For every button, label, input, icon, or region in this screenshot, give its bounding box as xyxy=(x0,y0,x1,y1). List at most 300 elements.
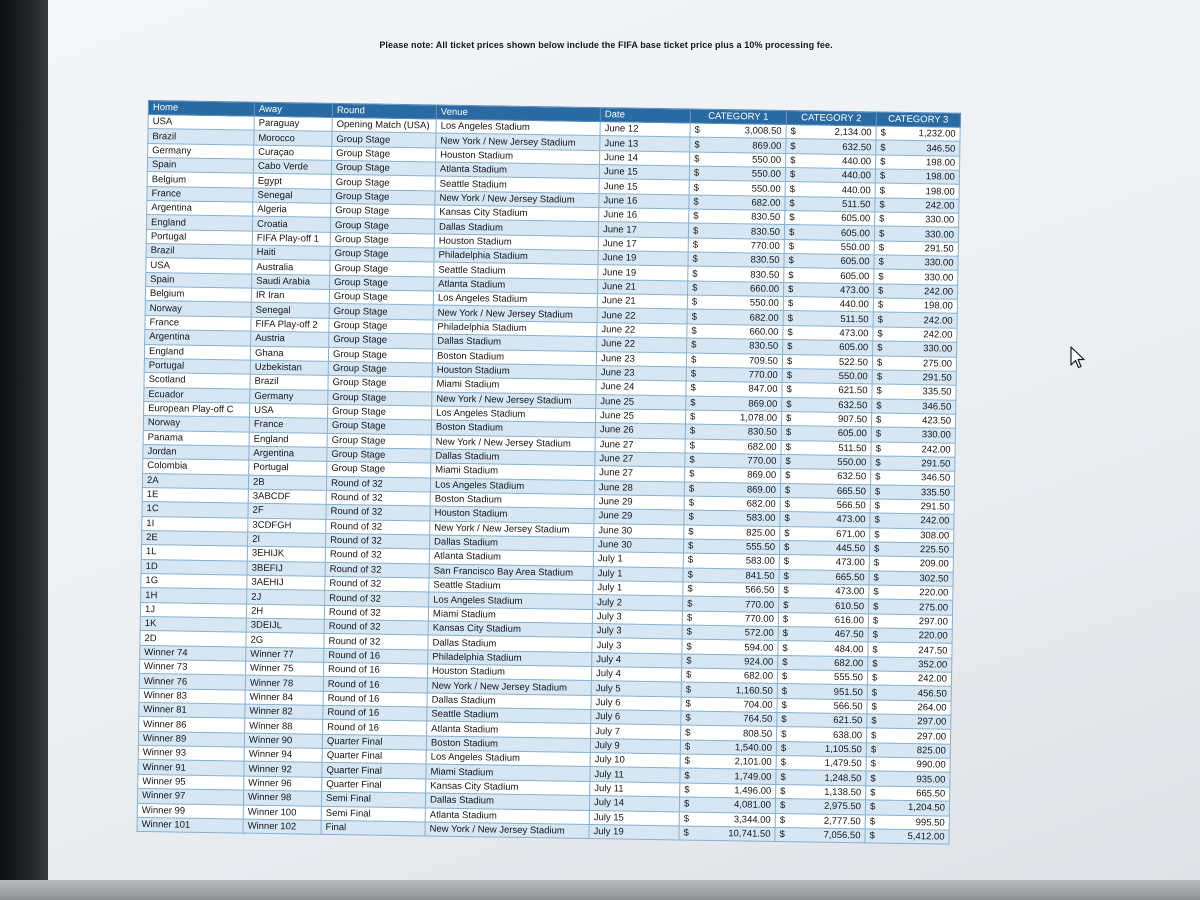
cell-category-3[interactable] xyxy=(874,241,958,257)
cell-round[interactable]: Group Stage xyxy=(331,160,435,176)
cell-category-2[interactable] xyxy=(777,670,867,686)
cell-date[interactable]: July 1 xyxy=(593,566,683,582)
cell-category-1[interactable] xyxy=(689,180,785,196)
cell-category-2[interactable] xyxy=(781,426,871,442)
cell-date[interactable]: July 6 xyxy=(591,695,681,711)
cell-category-3[interactable] xyxy=(865,829,949,845)
cell-home[interactable]: USA xyxy=(146,258,252,274)
cell-category-3[interactable] xyxy=(873,312,957,328)
cell-home[interactable]: Winner 81 xyxy=(139,703,245,719)
cell-category-1[interactable] xyxy=(690,137,786,153)
cell-home[interactable]: France xyxy=(147,186,253,202)
cell-venue[interactable]: Houston Stadium xyxy=(434,234,598,251)
cell-category-2[interactable] xyxy=(778,655,868,671)
cell-round[interactable]: Round of 16 xyxy=(323,691,427,707)
cell-category-1[interactable] xyxy=(689,209,785,225)
cell-date[interactable]: July 4 xyxy=(591,667,681,683)
cell-round[interactable]: Group Stage xyxy=(329,304,433,320)
cell-category-2[interactable] xyxy=(784,225,874,241)
cell-category-2[interactable] xyxy=(780,497,870,513)
cell-category-2[interactable] xyxy=(782,383,872,399)
cell-home[interactable]: 2E xyxy=(142,530,248,546)
cell-away[interactable]: Algeria xyxy=(253,202,331,218)
cell-category-2[interactable] xyxy=(781,469,871,485)
cell-round[interactable]: Group Stage xyxy=(328,347,432,363)
cell-home[interactable]: Winner 89 xyxy=(138,731,244,747)
cell-category-3[interactable] xyxy=(873,341,957,357)
cell-away[interactable]: Senegal xyxy=(251,303,329,319)
cell-category-1[interactable] xyxy=(684,510,780,526)
cell-home[interactable]: Winner 86 xyxy=(139,717,245,733)
cell-venue[interactable]: Los Angeles Stadium xyxy=(429,592,593,609)
cell-round[interactable]: Round of 32 xyxy=(324,619,428,635)
cell-category-3[interactable] xyxy=(875,212,959,228)
cell-category-1[interactable] xyxy=(689,195,785,211)
cell-venue[interactable]: Seattle Stadium xyxy=(435,176,599,193)
cell-category-3[interactable] xyxy=(872,355,956,371)
cell-home[interactable]: Winner 83 xyxy=(139,688,245,704)
cell-category-3[interactable] xyxy=(867,685,951,701)
cell-venue[interactable]: Boston Stadium xyxy=(432,349,596,366)
cell-category-1[interactable] xyxy=(682,639,778,655)
cell-date[interactable]: July 7 xyxy=(591,724,681,740)
cell-venue[interactable]: Dallas Stadium xyxy=(434,219,598,236)
column-header-home[interactable]: Home xyxy=(148,101,254,117)
cell-category-3[interactable] xyxy=(873,298,957,314)
cell-category-1[interactable] xyxy=(689,166,785,182)
cell-round[interactable]: Semi Final xyxy=(321,806,425,822)
cell-home[interactable]: Winner 76 xyxy=(139,674,245,690)
column-header-category-1[interactable]: CATEGORY 1 xyxy=(690,109,786,125)
cell-away[interactable]: Winner 92 xyxy=(244,762,322,778)
cell-round[interactable]: Round of 16 xyxy=(323,705,427,721)
cell-away[interactable]: Winner 94 xyxy=(244,747,322,763)
cell-away[interactable]: 3BEFIJ xyxy=(247,561,325,577)
cell-round[interactable]: Group Stage xyxy=(329,318,433,334)
cell-date[interactable]: June 26 xyxy=(595,423,685,439)
cell-category-3[interactable] xyxy=(868,614,952,630)
cell-round[interactable]: Round of 16 xyxy=(323,677,427,693)
cell-date[interactable]: June 30 xyxy=(593,538,683,554)
cell-home[interactable]: Winner 99 xyxy=(137,803,243,819)
cell-category-3[interactable] xyxy=(866,771,950,787)
cell-home[interactable]: 1I xyxy=(142,516,248,532)
cell-home[interactable]: Winner 91 xyxy=(138,760,244,776)
cell-away[interactable]: 2H xyxy=(246,604,324,620)
column-header-round[interactable]: Round xyxy=(332,103,436,119)
cell-date[interactable]: June 19 xyxy=(598,265,688,281)
cell-home[interactable]: 1E xyxy=(142,487,248,503)
cell-category-1[interactable] xyxy=(690,152,786,168)
cell-away[interactable]: IR Iran xyxy=(251,288,329,304)
cell-away[interactable]: Winner 77 xyxy=(246,647,324,663)
cell-category-2[interactable] xyxy=(783,311,873,327)
cell-date[interactable]: July 1 xyxy=(593,581,683,597)
cell-category-2[interactable] xyxy=(786,153,876,169)
cell-venue[interactable]: Dallas Stadium xyxy=(428,635,592,652)
cell-category-3[interactable] xyxy=(874,226,958,242)
cell-round[interactable]: Semi Final xyxy=(321,791,425,807)
cell-category-2[interactable] xyxy=(778,626,868,642)
cell-category-2[interactable] xyxy=(786,139,876,155)
cell-category-3[interactable] xyxy=(866,728,950,744)
cell-category-3[interactable] xyxy=(873,327,957,343)
cell-venue[interactable]: Atlanta Stadium xyxy=(434,277,598,294)
cell-home[interactable]: Ecuador xyxy=(144,387,250,403)
cell-round[interactable]: Group Stage xyxy=(330,275,434,291)
cell-away[interactable]: France xyxy=(249,417,327,433)
cell-category-2[interactable] xyxy=(776,784,866,800)
cell-away[interactable]: 2J xyxy=(247,589,325,605)
cell-date[interactable]: July 10 xyxy=(590,753,680,769)
cell-category-3[interactable] xyxy=(876,140,960,156)
cell-category-1[interactable] xyxy=(687,324,783,340)
cell-date[interactable]: June 29 xyxy=(594,494,684,510)
cell-category-2[interactable] xyxy=(776,770,866,786)
cell-round[interactable]: Group Stage xyxy=(330,232,434,248)
cell-round[interactable]: Round of 32 xyxy=(325,591,429,607)
cell-category-3[interactable] xyxy=(866,786,950,802)
cell-date[interactable]: July 19 xyxy=(589,824,679,840)
cell-home[interactable]: Panama xyxy=(143,430,249,446)
cell-category-3[interactable] xyxy=(871,427,955,443)
cell-venue[interactable]: New York / New Jersey Stadium xyxy=(433,305,597,322)
cell-category-2[interactable] xyxy=(779,583,869,599)
cell-date[interactable]: July 14 xyxy=(589,796,679,812)
cell-round[interactable]: Round of 32 xyxy=(325,533,429,549)
cell-date[interactable]: June 17 xyxy=(598,236,688,252)
cell-category-1[interactable] xyxy=(683,568,779,584)
cell-away[interactable]: Curaçao xyxy=(254,145,332,161)
cell-date[interactable]: July 2 xyxy=(593,595,683,611)
cell-date[interactable]: June 22 xyxy=(597,322,687,338)
cell-category-3[interactable] xyxy=(870,513,954,529)
cell-category-3[interactable] xyxy=(872,384,956,400)
cell-category-2[interactable] xyxy=(783,282,873,298)
cell-venue[interactable]: Miami Stadium xyxy=(426,764,590,781)
cell-away[interactable]: 3EHIJK xyxy=(247,546,325,562)
cell-home[interactable]: 1C xyxy=(142,502,248,518)
cell-away[interactable]: Senegal xyxy=(253,188,331,204)
cell-round[interactable]: Round of 32 xyxy=(324,634,428,650)
cell-category-1[interactable] xyxy=(685,453,781,469)
cell-category-3[interactable] xyxy=(867,714,951,730)
cell-venue[interactable]: Boston Stadium xyxy=(426,736,590,753)
cell-date[interactable]: July 9 xyxy=(590,738,680,754)
cell-round[interactable]: Final xyxy=(321,820,425,836)
cell-category-3[interactable] xyxy=(869,556,953,572)
cell-category-3[interactable] xyxy=(871,413,955,429)
cell-venue[interactable]: Houston Stadium xyxy=(436,148,600,165)
cell-category-3[interactable] xyxy=(869,571,953,587)
cell-category-3[interactable] xyxy=(875,169,959,185)
cell-category-1[interactable] xyxy=(681,711,777,727)
cell-date[interactable]: June 29 xyxy=(594,509,684,525)
cell-category-3[interactable] xyxy=(870,484,954,500)
cell-venue[interactable]: Houston Stadium xyxy=(430,506,594,523)
cell-category-1[interactable] xyxy=(688,252,784,268)
cell-away[interactable]: 2G xyxy=(246,632,324,648)
cell-date[interactable]: June 23 xyxy=(596,365,686,381)
cell-date[interactable]: July 15 xyxy=(589,810,679,826)
cell-category-3[interactable] xyxy=(865,800,949,816)
cell-away[interactable]: 3AEHIJ xyxy=(247,575,325,591)
cell-category-1[interactable] xyxy=(688,266,784,282)
cell-category-3[interactable] xyxy=(870,499,954,515)
cell-round[interactable]: Round of 32 xyxy=(326,490,430,506)
cell-category-3[interactable] xyxy=(872,370,956,386)
cell-category-1[interactable] xyxy=(681,682,777,698)
cell-category-1[interactable] xyxy=(681,668,777,684)
cell-category-1[interactable] xyxy=(685,410,781,426)
cell-home[interactable]: Argentina xyxy=(147,201,253,217)
cell-round[interactable]: Quarter Final xyxy=(322,748,426,764)
cell-round[interactable]: Group Stage xyxy=(327,462,431,478)
cell-category-2[interactable] xyxy=(780,526,870,542)
cell-date[interactable]: July 3 xyxy=(592,638,682,654)
cell-venue[interactable]: Los Angeles Stadium xyxy=(432,406,596,423)
cell-category-1[interactable] xyxy=(684,482,780,498)
cell-category-1[interactable] xyxy=(688,281,784,297)
column-header-venue[interactable]: Venue xyxy=(436,105,600,122)
cell-category-1[interactable] xyxy=(683,553,779,569)
cell-away[interactable]: Winner 96 xyxy=(244,776,322,792)
cell-category-2[interactable] xyxy=(786,125,876,141)
cell-venue[interactable]: Atlanta Stadium xyxy=(435,162,599,179)
cell-home[interactable]: Portugal xyxy=(144,358,250,374)
cell-away[interactable]: 3DEIJL xyxy=(246,618,324,634)
cell-round[interactable]: Group Stage xyxy=(327,419,431,435)
cell-venue[interactable]: Seattle Stadium xyxy=(429,578,593,595)
cell-category-1[interactable] xyxy=(679,797,775,813)
cell-home[interactable]: 1L xyxy=(141,545,247,561)
cell-venue[interactable]: Kansas City Stadium xyxy=(426,779,590,796)
cell-away[interactable]: Cabo Verde xyxy=(253,159,331,175)
cell-round[interactable]: Group Stage xyxy=(332,132,436,148)
cell-date[interactable]: June 15 xyxy=(599,165,689,181)
cell-category-2[interactable] xyxy=(782,368,872,384)
cell-category-1[interactable] xyxy=(683,596,779,612)
cell-category-2[interactable] xyxy=(783,340,873,356)
cell-home[interactable]: Spain xyxy=(147,158,253,174)
cell-category-1[interactable] xyxy=(686,352,782,368)
cell-round[interactable]: Round of 16 xyxy=(324,648,428,664)
cell-venue[interactable]: Houston Stadium xyxy=(427,664,591,681)
cell-category-1[interactable] xyxy=(680,768,776,784)
cell-round[interactable]: Quarter Final xyxy=(322,734,426,750)
cell-away[interactable]: 2F xyxy=(248,503,326,519)
cell-venue[interactable]: Atlanta Stadium xyxy=(429,549,593,566)
cell-away[interactable]: USA xyxy=(250,403,328,419)
cell-round[interactable]: Group Stage xyxy=(328,390,432,406)
cell-home[interactable]: England xyxy=(144,344,250,360)
cell-away[interactable]: 3CDFGH xyxy=(248,518,326,534)
cell-venue[interactable]: Los Angeles Stadium xyxy=(426,750,590,767)
cell-date[interactable]: July 3 xyxy=(592,609,682,625)
cell-category-2[interactable] xyxy=(779,555,869,571)
cell-round[interactable]: Round of 32 xyxy=(326,519,430,535)
cell-category-2[interactable] xyxy=(779,598,869,614)
cell-venue[interactable]: Philadelphia Stadium xyxy=(428,650,592,667)
cell-venue[interactable]: Miami Stadium xyxy=(428,607,592,624)
cell-category-1[interactable] xyxy=(684,525,780,541)
cell-date[interactable]: June 28 xyxy=(594,480,684,496)
cell-round[interactable]: Group Stage xyxy=(328,404,432,420)
cell-round[interactable]: Opening Match (USA) xyxy=(332,117,436,133)
cell-round[interactable]: Group Stage xyxy=(331,175,435,191)
cell-home[interactable]: European Play-off C xyxy=(144,401,250,417)
cell-home[interactable]: Winner 73 xyxy=(139,660,245,676)
cell-category-3[interactable] xyxy=(868,642,952,658)
cell-category-3[interactable] xyxy=(867,700,951,716)
cell-date[interactable]: July 1 xyxy=(593,552,683,568)
cell-category-1[interactable] xyxy=(685,424,781,440)
cell-away[interactable]: Portugal xyxy=(249,460,327,476)
cell-date[interactable]: July 4 xyxy=(592,652,682,668)
cell-date[interactable]: June 25 xyxy=(596,394,686,410)
cell-round[interactable]: Quarter Final xyxy=(322,763,426,779)
cell-category-3[interactable] xyxy=(866,743,950,759)
cell-away[interactable]: Saudi Arabia xyxy=(252,274,330,290)
cell-venue[interactable]: New York / New Jersey Stadium xyxy=(435,191,599,208)
cell-round[interactable]: Round of 16 xyxy=(323,720,427,736)
cell-venue[interactable]: New York / New Jersey Stadium xyxy=(430,521,594,538)
cell-round[interactable]: Group Stage xyxy=(329,333,433,349)
cell-category-1[interactable] xyxy=(687,338,783,354)
cell-category-2[interactable] xyxy=(776,756,866,772)
cell-venue[interactable]: Seattle Stadium xyxy=(434,262,598,279)
cell-home[interactable]: Brazil xyxy=(148,129,254,145)
cell-category-2[interactable] xyxy=(781,440,871,456)
cell-category-2[interactable] xyxy=(785,168,875,184)
cell-home[interactable]: England xyxy=(146,215,252,231)
cell-category-2[interactable] xyxy=(784,254,874,270)
cell-date[interactable]: June 30 xyxy=(594,523,684,539)
cell-category-2[interactable] xyxy=(777,698,867,714)
cell-round[interactable]: Group Stage xyxy=(331,189,435,205)
cell-category-3[interactable] xyxy=(868,628,952,644)
cell-date[interactable]: June 27 xyxy=(595,437,685,453)
cell-date[interactable]: June 22 xyxy=(597,337,687,353)
cell-category-3[interactable] xyxy=(871,441,955,457)
cell-date[interactable]: July 3 xyxy=(592,624,682,640)
cell-venue[interactable]: New York / New Jersey Stadium xyxy=(436,133,600,150)
cell-venue[interactable]: Los Angeles Stadium xyxy=(430,478,594,495)
cell-category-3[interactable] xyxy=(870,528,954,544)
cell-home[interactable]: Winner 97 xyxy=(137,789,243,805)
cell-venue[interactable]: San Francisco Bay Area Stadium xyxy=(429,564,593,581)
cell-home[interactable]: Winner 101 xyxy=(137,817,243,833)
cell-date[interactable]: June 12 xyxy=(600,122,690,138)
cell-venue[interactable]: Philadelphia Stadium xyxy=(433,320,597,337)
cell-category-3[interactable] xyxy=(869,599,953,615)
cell-date[interactable]: June 27 xyxy=(595,466,685,482)
cell-category-3[interactable] xyxy=(874,255,958,271)
cell-away[interactable]: Austria xyxy=(251,331,329,347)
cell-away[interactable]: Ghana xyxy=(250,346,328,362)
cell-round[interactable]: Group Stage xyxy=(328,361,432,377)
cell-category-1[interactable] xyxy=(680,754,776,770)
cell-away[interactable]: FIFA Play-off 1 xyxy=(252,231,330,247)
cell-category-2[interactable] xyxy=(776,741,866,757)
cell-date[interactable]: June 24 xyxy=(596,380,686,396)
cell-category-2[interactable] xyxy=(780,483,870,499)
cell-date[interactable]: June 16 xyxy=(599,193,689,209)
cell-category-1[interactable] xyxy=(681,725,777,741)
cell-round[interactable]: Round of 32 xyxy=(325,548,429,564)
cell-away[interactable]: Winner 90 xyxy=(244,733,322,749)
cell-venue[interactable]: Miami Stadium xyxy=(431,463,595,480)
cell-date[interactable]: June 15 xyxy=(599,179,689,195)
cell-home[interactable]: Scotland xyxy=(144,373,250,389)
cell-date[interactable]: June 27 xyxy=(595,451,685,467)
cell-category-1[interactable] xyxy=(688,238,784,254)
cell-away[interactable]: Morocco xyxy=(254,131,332,147)
cell-category-1[interactable] xyxy=(688,223,784,239)
cell-category-1[interactable] xyxy=(690,123,786,139)
cell-round[interactable]: Group Stage xyxy=(330,261,434,277)
cell-category-1[interactable] xyxy=(681,697,777,713)
cell-away[interactable]: Winner 75 xyxy=(245,661,323,677)
cell-category-2[interactable] xyxy=(781,454,871,470)
cell-venue[interactable]: Atlanta Stadium xyxy=(425,807,589,824)
cell-home[interactable]: France xyxy=(145,315,251,331)
cell-venue[interactable]: New York / New Jersey Stadium xyxy=(432,392,596,409)
column-header-category-2[interactable]: CATEGORY 2 xyxy=(786,111,876,126)
cell-category-2[interactable] xyxy=(777,713,867,729)
cell-venue[interactable]: Atlanta Stadium xyxy=(427,721,591,738)
cell-category-2[interactable] xyxy=(777,727,867,743)
cell-away[interactable]: 2I xyxy=(248,532,326,548)
cell-venue[interactable]: New York / New Jersey Stadium xyxy=(427,678,591,695)
cell-round[interactable]: Group Stage xyxy=(330,246,434,262)
cell-date[interactable]: June 19 xyxy=(598,251,688,267)
cell-away[interactable]: Winner 78 xyxy=(245,676,323,692)
column-header-date[interactable]: Date xyxy=(600,108,690,123)
cell-venue[interactable]: Seattle Stadium xyxy=(427,707,591,724)
cell-away[interactable]: Winner 98 xyxy=(243,790,321,806)
cell-category-1[interactable] xyxy=(682,611,778,627)
cell-away[interactable]: Paraguay xyxy=(254,116,332,132)
cell-home[interactable]: 1K xyxy=(140,616,246,632)
cell-venue[interactable]: New York / New Jersey Stadium xyxy=(425,822,589,839)
cell-category-1[interactable] xyxy=(683,582,779,598)
cell-venue[interactable]: Los Angeles Stadium xyxy=(433,291,597,308)
cell-date[interactable]: June 23 xyxy=(596,351,686,367)
cell-category-2[interactable] xyxy=(778,641,868,657)
cell-date[interactable]: July 11 xyxy=(590,767,680,783)
cell-category-1[interactable] xyxy=(687,295,783,311)
cell-category-1[interactable] xyxy=(682,625,778,641)
cell-category-2[interactable] xyxy=(777,684,867,700)
cell-category-3[interactable] xyxy=(865,814,949,830)
cell-home[interactable]: 1G xyxy=(141,573,247,589)
cell-category-2[interactable] xyxy=(784,268,874,284)
cell-category-3[interactable] xyxy=(874,269,958,285)
cell-round[interactable]: Round of 32 xyxy=(326,505,430,521)
cell-venue[interactable]: Boston Stadium xyxy=(430,492,594,509)
cell-home[interactable]: Norway xyxy=(145,301,251,317)
cell-away[interactable]: Croatia xyxy=(252,217,330,233)
cell-date[interactable]: July 5 xyxy=(591,681,681,697)
cell-away[interactable]: Winner 88 xyxy=(245,719,323,735)
cell-venue[interactable]: Kansas City Stadium xyxy=(428,621,592,638)
cell-home[interactable]: Colombia xyxy=(143,459,249,475)
cell-date[interactable]: July 6 xyxy=(591,710,681,726)
cell-date[interactable]: June 21 xyxy=(598,279,688,295)
cell-venue[interactable]: Dallas Stadium xyxy=(425,793,589,810)
cell-venue[interactable]: Boston Stadium xyxy=(431,420,595,437)
